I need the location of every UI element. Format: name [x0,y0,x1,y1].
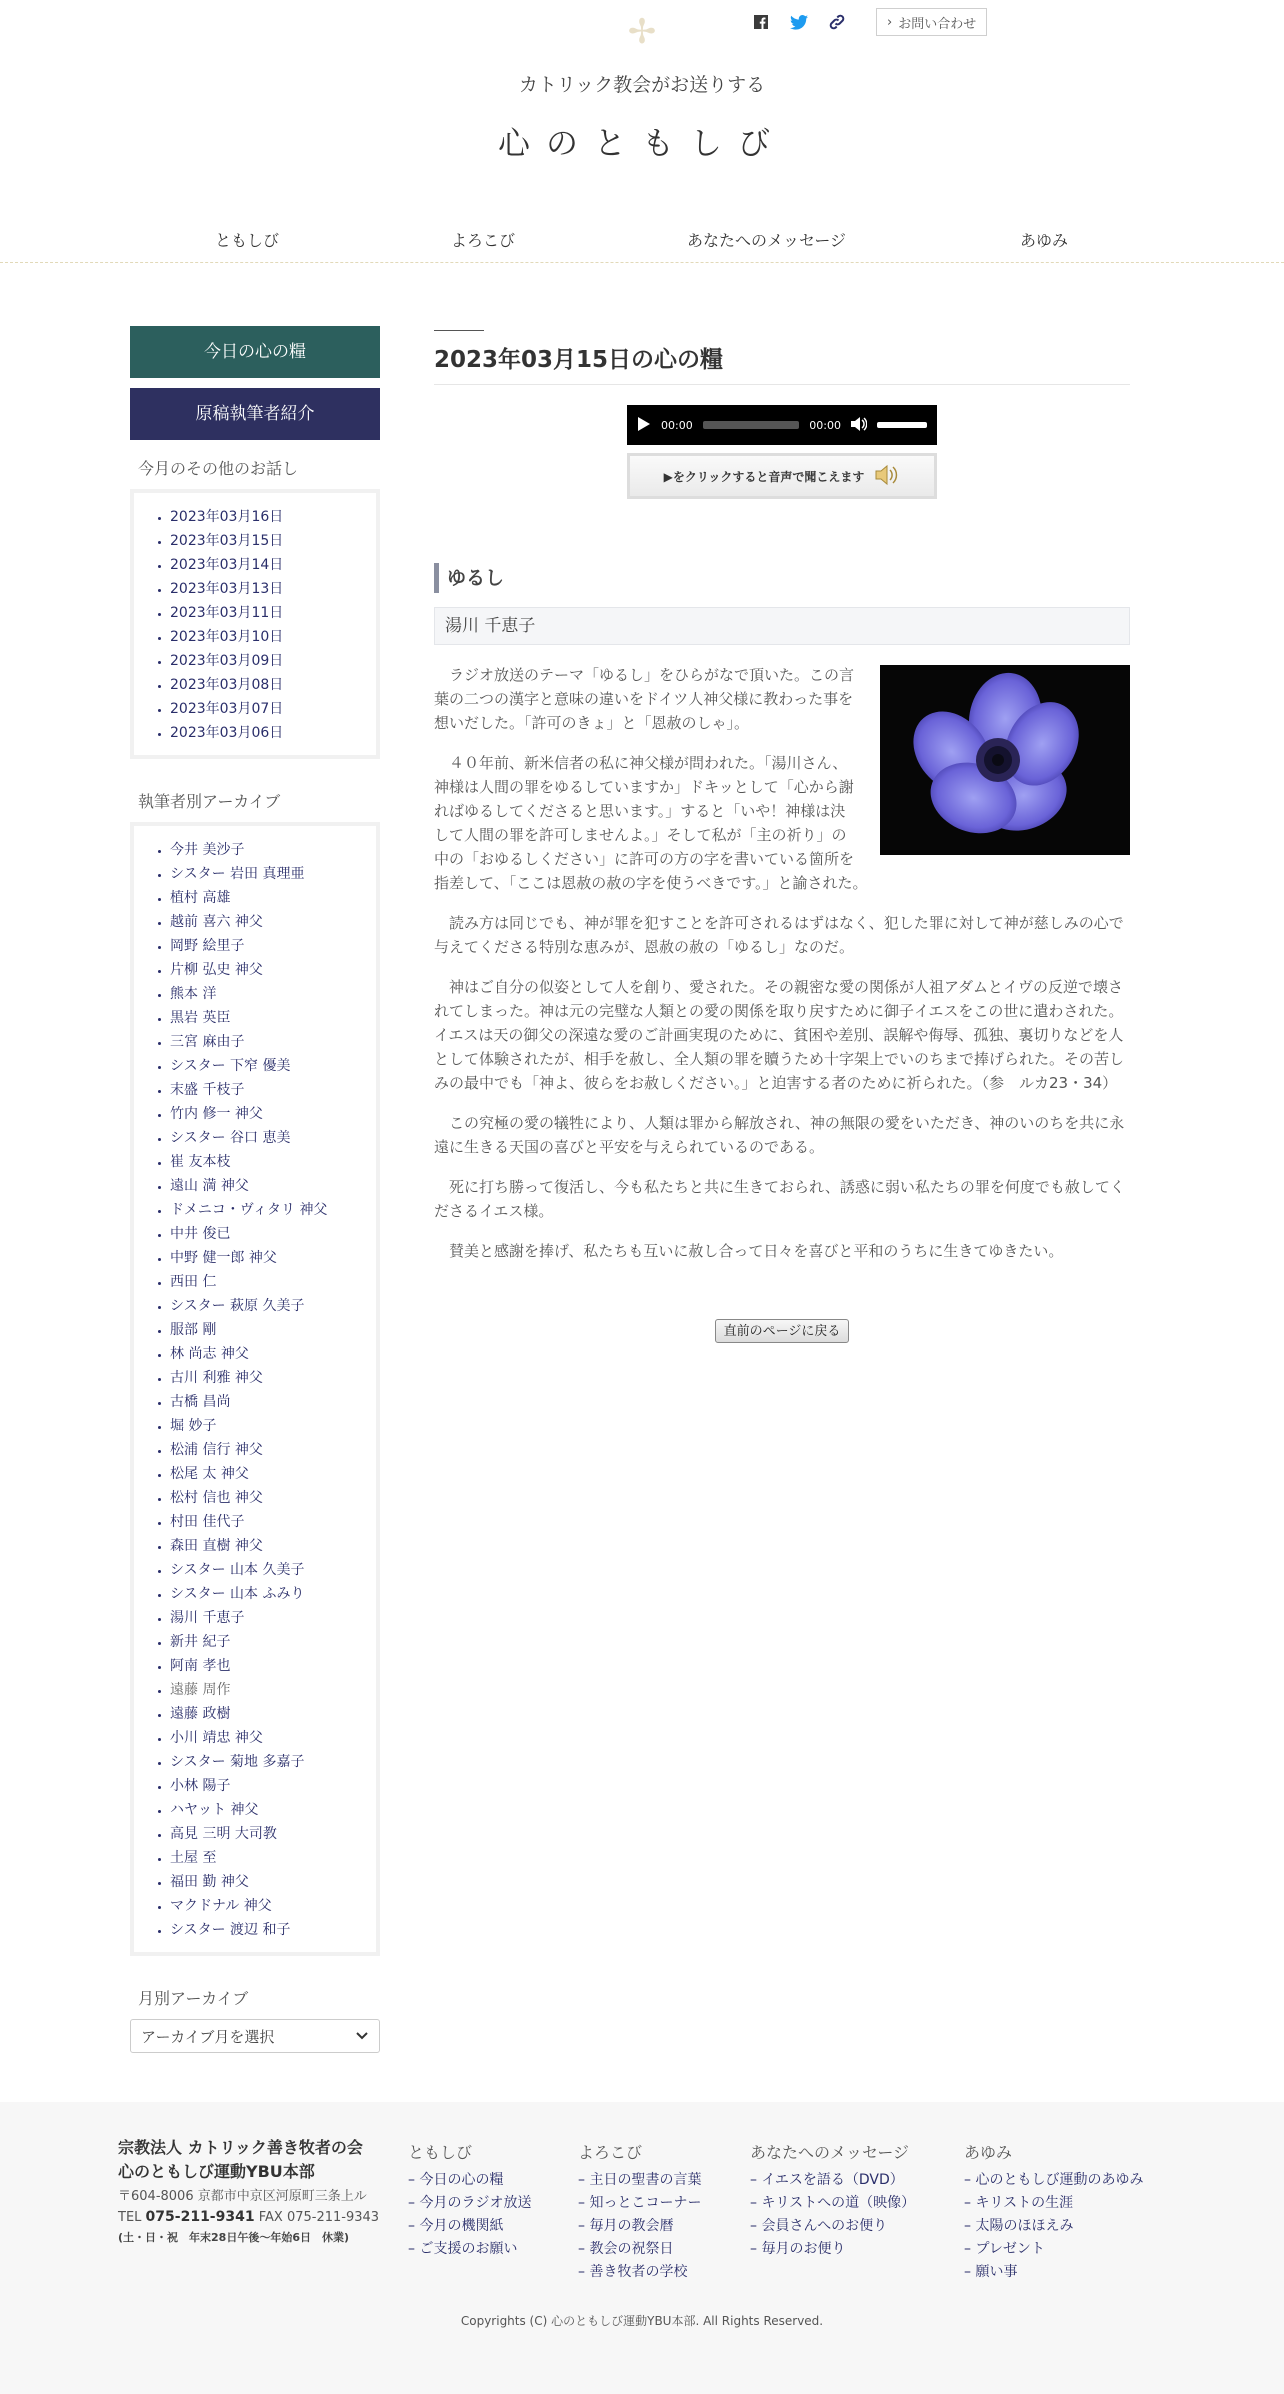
article-paragraph: この究極の愛の犠牲により、人類は罪から解放され、神の無限の愛をいただき、神のいのちを共に永遠に生きる天国の喜びと平安を与えられているのである。 [434,1114,1125,1156]
other-story-link[interactable]: • 2023年03月14日 [170,553,366,577]
footer-link[interactable]: – プレゼント [964,2241,1045,2257]
nav-item-ayumi[interactable]: あゆみ [1020,231,1069,250]
author-name: 湯川 千恵子 [434,607,1130,645]
footer-link[interactable]: – 毎月のお便り [750,2241,846,2257]
footer-org-name2: 心のともしび運動YBU本部 [118,2162,315,2181]
writer-link[interactable]: • 小林 陽子 [170,1774,366,1798]
chevron-right-icon: › [887,14,893,30]
article-paragraph: 賛美と感謝を捧げ、私たちも互いに赦し合って日々を喜びと平和のうちに生きてゆきたい。 [449,1242,1064,1260]
site-title[interactable]: 心のともしび [497,124,786,162]
footer-link[interactable]: – 会員さんへのお便り [750,2218,888,2234]
writer-link[interactable]: • 松村 信也 神父 [170,1486,366,1510]
writer-link[interactable]: • 今井 美沙子 [170,838,366,862]
writer-link[interactable]: • 西田 仁 [170,1270,366,1294]
writer-link[interactable]: • ドメニコ・ヴィタリ 神父 [170,1198,366,1222]
twitter-icon[interactable] [790,13,808,31]
section-heading: ゆるし [434,563,1130,593]
candle-logo-icon[interactable]: ✢ [627,12,657,52]
header-divider [0,262,1284,263]
tel-label: TEL [118,2210,142,2225]
writer-link[interactable]: • シスター 下窄 優美 [170,1054,366,1078]
footer-link[interactable]: – イエスを語る（DVD） [750,2172,904,2188]
writer-link[interactable]: • 遠藤 周作 [170,1678,366,1702]
writer-link[interactable]: • 熊本 洋 [170,982,366,1006]
player-time-total: 00:00 [809,418,841,432]
writer-link[interactable]: • 岡野 絵里子 [170,934,366,958]
post-title: 2023年03月15日の心の糧 [434,341,1130,385]
play-icon[interactable] [637,416,651,435]
chevron-down-icon [355,2027,369,2045]
monthly-archive-heading: 月別アーカイブ [138,1989,249,2008]
fax-label: FAX [258,2210,283,2225]
writer-link[interactable]: • 森田 直樹 神父 [170,1534,366,1558]
writer-link[interactable]: • 土屋 至 [170,1846,366,1870]
audio-player [627,405,937,445]
writer-link[interactable]: • 小川 靖忠 神父 [170,1726,366,1750]
footer-hours-note: (土・日・祝 年末28日午後〜年始6日 休業) [118,2231,350,2244]
writer-link[interactable]: • 湯川 千恵子 [170,1606,366,1630]
sidebar [130,326,380,2053]
writer-link[interactable]: • 松浦 信行 神父 [170,1438,366,1462]
footer-column-heading[interactable]: ともしび [408,2143,473,2162]
footer-link[interactable]: – 教会の祝祭日 [578,2241,674,2257]
writer-link[interactable]: • 越前 喜六 神父 [170,910,366,934]
nav-item-yorokobi[interactable]: よろこび [451,231,516,250]
writer-link[interactable]: • 村田 佳代子 [170,1510,366,1534]
nav-item-message[interactable]: あなたへのメッセージ [687,231,847,250]
player-time-current: 00:00 [661,418,693,432]
writer-link[interactable]: • 末盛 千枝子 [170,1078,366,1102]
footer-column [750,2140,915,2261]
other-story-link[interactable]: • 2023年03月10日 [170,625,366,649]
footer-link[interactable]: – 太陽のほほえみ [964,2218,1074,2234]
other-story-link[interactable]: • 2023年03月08日 [170,673,366,697]
article-body [434,663,1130,1263]
footer-link[interactable]: – キリストへの道（映像） [750,2195,916,2211]
other-story-link[interactable]: • 2023年03月15日 [170,529,366,553]
play-hint-banner [627,453,937,499]
site-footer [0,2102,1284,2394]
contact-button[interactable] [876,8,987,36]
writers-archive-heading: 執筆者別アーカイブ [138,792,281,811]
writer-link[interactable]: • シスター 山本 ふみり [170,1582,366,1606]
article-paragraph: 読み方は同じでも、神が罪を犯すことを許可されるはずはなく、犯した罪に対して神が慈しみの心で与えてくださる特別な恵みが、恩赦の赦の「ゆるし」なのだ。 [434,914,1124,956]
writer-link[interactable]: • 高見 三明 大司教 [170,1822,366,1846]
global-nav [0,212,1284,264]
other-story-link[interactable]: • 2023年03月13日 [170,577,366,601]
footer-address: 〒604-8006 京都市中京区河原町三条上ル [118,2189,367,2204]
writer-link[interactable]: • 植村 高雄 [170,886,366,910]
title-accent-line [434,330,484,331]
play-hint-text: ▶をクリックすると音声で聞こえます [663,469,865,484]
writer-link[interactable]: • マクドナル 神父 [170,1894,366,1918]
writer-link[interactable]: • 遠山 満 神父 [170,1174,366,1198]
writer-link[interactable]: • 崔 友本枝 [170,1150,366,1174]
monthly-archive-select[interactable] [130,2019,380,2053]
footer-contact-line [118,2207,388,2228]
footer-link[interactable]: – 今月のラジオ放送 [408,2195,532,2211]
writer-link[interactable]: • 古川 利雅 神父 [170,1366,366,1390]
writer-link[interactable]: • 片柳 弘史 神父 [170,958,366,982]
site-header [0,0,1284,265]
other-stories-heading: 今月のその他のお話し [138,459,299,478]
footer-link[interactable]: – 毎月の教会暦 [578,2218,674,2234]
article-paragraph: 神はご自分の似姿として人を創り、愛された。その親密な愛の関係が人祖アダムとイヴの反逆で壊されてしまった。神は元の完璧な人類との愛の関係を取り戻すために御子イエスをこの世に遣わされた。イエスは天の御父の深遠な愛のご計画実現のために、貧困や差別、誤解や侮辱、孤独、裏切りなどを人として体験されたが、相手を赦し、全人類の罪を贖うため十字架上でいのちまで捧げられた。その苦しみの最中でも「神よ、彼らをお赦しください。」と迫害する者のために祈られた。（参 ルカ23・34） [434,978,1125,1092]
writer-link[interactable]: • シスター 菊地 多嘉子 [170,1750,366,1774]
other-story-link[interactable]: • 2023年03月11日 [170,601,366,625]
writer-link[interactable]: • 中野 健一郎 神父 [170,1246,366,1270]
footer-org-name1: 宗教法人 カトリック善き牧者の会 [118,2138,363,2157]
footer-link[interactable]: – ご支援のお願い [408,2241,518,2257]
writer-link[interactable]: • 堀 妙子 [170,1414,366,1438]
writer-link[interactable]: • 福田 勤 神父 [170,1870,366,1894]
writers-archive-list [154,838,366,1942]
writer-link[interactable]: • 中井 俊已 [170,1222,366,1246]
footer-link[interactable]: – 願い事 [964,2264,1018,2280]
volume-slider[interactable] [877,422,927,428]
footer-column-heading[interactable]: よろこび [578,2143,643,2162]
writer-link[interactable]: • 林 尚志 神父 [170,1342,366,1366]
footer-org-info [118,2136,388,2248]
writer-link[interactable]: • 三宮 麻由子 [170,1030,366,1054]
back-button[interactable]: 直前のページに戻る [715,1319,849,1343]
footer-link[interactable]: – 主日の聖書の言葉 [578,2172,702,2188]
writer-link[interactable]: • 新井 紀子 [170,1630,366,1654]
footer-link[interactable]: – 善き牧者の学校 [578,2264,688,2280]
writer-link[interactable]: • シスター 岩田 真理亜 [170,862,366,886]
writer-link[interactable]: • 古橋 昌尚 [170,1390,366,1414]
nav-item-tomoshibi[interactable]: ともしび [215,231,280,250]
writer-link[interactable]: • ハヤット 神父 [170,1798,366,1822]
writer-link[interactable]: • 服部 剛 [170,1318,366,1342]
other-stories-box [130,489,380,759]
other-stories-list [154,505,366,745]
player-progress-bar[interactable] [703,421,800,429]
anemone-flower-image [880,665,1130,855]
writer-link[interactable]: • 黒岩 英臣 [170,1006,366,1030]
writer-link[interactable]: • シスター 渡辺 和子 [170,1918,366,1942]
fax-number: 075-211-9343 [286,2210,380,2225]
today-button[interactable]: 今日の心の糧 [130,326,380,378]
social-links [752,8,987,36]
writer-link[interactable]: • シスター 谷口 恵美 [170,1126,366,1150]
other-story-link[interactable]: • 2023年03月07日 [170,697,366,721]
site-subtitle: カトリック教会がお送りする [518,74,766,96]
other-story-link[interactable]: • 2023年03月16日 [170,505,366,529]
writers-intro-button[interactable]: 原稿執筆者紹介 [130,388,380,440]
footer-link[interactable]: – 今月の機関紙 [408,2218,504,2234]
writer-link[interactable]: • シスター 萩原 久美子 [170,1294,366,1318]
writers-archive-box [130,822,380,1956]
writer-link[interactable]: • 松尾 太 神父 [170,1462,366,1486]
writer-link[interactable]: • 竹内 修一 神父 [170,1102,366,1126]
facebook-icon[interactable] [752,13,770,31]
contact-label: お問い合わせ [898,16,977,32]
footer-link[interactable]: – 知っとこコーナー [578,2195,702,2211]
copyright: Copyrights (C) 心のともしび運動YBU本部. All Rights Reserved. [460,2314,824,2328]
article-paragraph: ラジオ放送のテーマ「ゆるし」をひらがなで頂いた。この言葉の二つの漢字と意味の違いをドイツ人神父様に教わった事を想いだした。「許可のきょ」と「恩赦のしゃ」。 [434,666,855,732]
other-story-link[interactable]: • 2023年03月09日 [170,649,366,673]
writer-link[interactable]: • 阿南 孝也 [170,1654,366,1678]
main-content [434,330,1130,1343]
monthly-archive-select-value: アーカイブ月を選択 [141,2027,275,2046]
footer-column [964,2140,1143,2284]
link-icon[interactable] [828,13,846,31]
footer-link[interactable]: – 心のともしび運動のあゆみ [964,2172,1144,2188]
writer-link[interactable]: • 遠藤 政樹 [170,1702,366,1726]
article-paragraph: ４０年前、新米信者の私に神父様が問われた。「湯川さん、神様は人間の罪をゆるしていますか」ドキッとして「心から謝ればゆるしてくださると思います。」すると「いや！神様は決して人間の罪を許可しませんよ。」そして私が「主の祈り」の中の「おゆるしください」に許可の方の字を書いている箇所を指差して、「ここは恩赦の赦の字を使うべきです。」と諭された。 [434,754,868,892]
other-story-link[interactable]: • 2023年03月06日 [170,721,366,745]
footer-column-heading[interactable]: あなたへのメッセージ [750,2143,910,2162]
footer-column [578,2140,701,2284]
tel-number[interactable]: 075-211-9341 [145,2209,255,2225]
footer-column-heading[interactable]: あゆみ [964,2143,1013,2162]
writer-link[interactable]: • シスター 山本 久美子 [170,1558,366,1582]
footer-column [408,2140,531,2261]
speaker-icon [874,464,900,489]
article-paragraph: 死に打ち勝って復活し、今も私たちと共に生きておられ、誘惑に弱い私たちの罪を何度でも赦してくださるイエス様。 [434,1178,1125,1220]
footer-link[interactable]: – 今日の心の糧 [408,2172,504,2188]
volume-icon[interactable] [851,417,867,434]
footer-link[interactable]: – キリストの生涯 [964,2195,1074,2211]
